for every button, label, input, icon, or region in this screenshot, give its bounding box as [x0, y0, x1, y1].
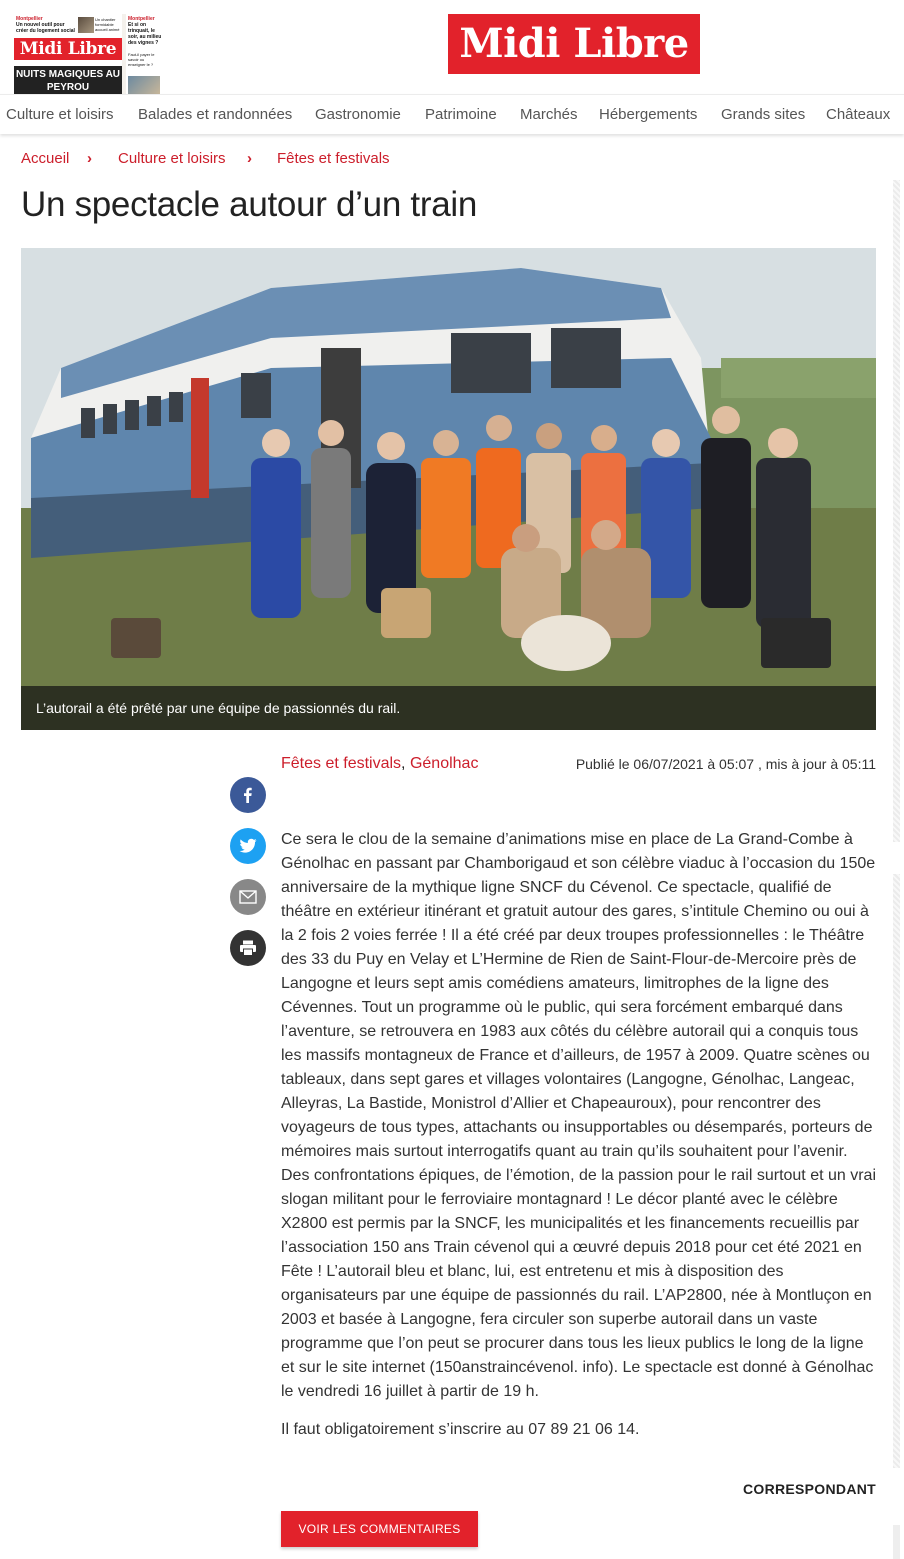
chevron-right-icon: ›	[247, 150, 252, 167]
nav-item-culture-et-loisirs[interactable]: Culture et loisirs	[6, 106, 114, 123]
breadcrumb-fetes-et-festivals[interactable]: Fêtes et festivals	[277, 150, 390, 167]
front-page-thumb-image	[78, 17, 94, 33]
front-page-side-story: Un chantier formidable accueil animé	[95, 17, 120, 32]
nav-item-balades-et-randonnees[interactable]: Balades et randonnées	[138, 106, 293, 123]
mail-icon	[239, 890, 257, 904]
photo-caption: L’autorail a été prêté par une équipe de passionnés du rail.	[36, 700, 401, 716]
main-navigation	[0, 94, 904, 134]
sidebar-ad-placeholder	[893, 1525, 900, 1559]
midi-libre-logo[interactable]: Midi Libre	[448, 14, 700, 74]
front-page-right-story: Montpellier Et si on trinquait, le soir, au milieu des vignes ?	[128, 16, 162, 46]
facebook-share-button[interactable]	[230, 777, 266, 813]
nav-item-chateaux[interactable]: Châteaux	[826, 106, 891, 123]
article-author: CORRESPONDANT	[742, 1481, 876, 1497]
tag-fetes-et-festivals[interactable]: Fêtes et festivals	[281, 755, 402, 772]
article-paragraph: Ce sera le clou de la semaine d’animations mise en place de La Grand-Combe à Génolhac en passant par Chamborigaud et son célèbre viaduc à l’occasion du 150e anniversaire de la mythique ligne SNCF du Cévenol. Ce spectacle, qualifié de théâtre en extérieur itinérant et gratuit autour des gares, s’intitule Chemino ou oui à la 2 fois 2 voies ferrée ! Il a été créé par deux troupes professionnelles : le Théâtre des 33 du Puy en Velay et L’Hermine de Rien de Saint-Flour-de-Mercoire près de Langogne et leurs sept amis comédiens amateurs, limitrophes de la ligne des Cévennes. Tout un programme où le public, qui sera forcément embarqué dans l’aventure, se retrouvera en 1983 aux côtés du célèbre autorail qui a conquis tous les massifs montagneux de France et d’ailleurs, de 1957 à 2009. Quatre scènes ou tableaux, dans sept gares et villages volontaires (Langogne, Génolhac, Langeac, Alleyras, La Bastide, Monistrol d’Allier et Chapeauroux), pour rencontrer des voyageurs de tous types, attachants ou insupportables ou désemparés, porteurs de mémoires mais surtout interrogatifs quant au train qu’ils souhaitent pour l’avenir. Des confrontations épiques, de l’émotion, de la passion pour le rail surtout et un vrai slogan militant pour le ferroviaire montagnard ! Le décor planté avec le célèbre X2800 est permis par la SNCF, les municipalités et les financements recueillis par l’association 150 ans Train cévenol qui a œuvré depuis 2018 pour cet été 2021 en Fête ! L’autorail bleu et blanc, lui, est entretenu et mis à disposition des organisateurs par une équipe de passionnés du rail. L’AP2800, née à Montluçon en 2003 et basée à Langogne, fera circuler son superbe autorail dans un vaste programme que l’on peut se procurer dans tous les lieux publics le long de la ligne et sur le site internet (150anstraincévenol. info). Le spectacle est donné à Génolhac le vendredi 16 juillet à partir de 19 h.	[281, 831, 877, 1400]
site-header	[0, 0, 904, 94]
photo-caption-bar	[21, 686, 876, 730]
nav-item-patrimoine[interactable]: Patrimoine	[425, 106, 497, 123]
print-icon	[239, 940, 257, 956]
print-button[interactable]	[230, 930, 266, 966]
chevron-right-icon: ›	[87, 150, 92, 167]
nav-item-marches[interactable]: Marchés	[520, 106, 578, 123]
front-page-right-image	[128, 76, 160, 94]
article-photo[interactable]	[21, 248, 876, 730]
front-page-right-story-2: Faut-il payer le savoir ou enseigner le ?	[128, 52, 155, 67]
sidebar-ad-placeholder	[893, 874, 900, 1468]
article-paragraph: Il faut obligatoirement s’inscrire au 07 89 21 06 14.	[281, 1421, 640, 1438]
twitter-icon	[239, 838, 257, 854]
publication-date: Publié le 06/07/2021 à 05:07 , mis à jour à 05:11	[575, 756, 876, 772]
article-body	[281, 828, 877, 1456]
nav-item-hebergements[interactable]: Hébergements	[599, 106, 698, 123]
train-photo-illustration	[21, 248, 876, 730]
view-comments-button[interactable]: VOIR LES COMMENTAIRES	[281, 1511, 478, 1547]
front-page-right-column	[126, 14, 162, 94]
tag-genolhac[interactable]: Génolhac	[409, 755, 479, 772]
email-share-button[interactable]	[230, 879, 266, 915]
breadcrumb-culture-et-loisirs[interactable]: Culture et loisirs	[118, 150, 226, 167]
sidebar-ad-placeholder	[893, 180, 900, 842]
twitter-share-button[interactable]	[230, 828, 266, 864]
nav-item-gastronomie[interactable]: Gastronomie	[315, 106, 401, 123]
newspaper-front-page-thumbnail[interactable]	[14, 14, 162, 94]
front-page-headline: NUITS MAGIQUES AU PEYROU	[14, 66, 122, 94]
breadcrumb-home[interactable]: Accueil	[21, 150, 70, 167]
front-page-main-column	[14, 14, 122, 94]
facebook-icon	[240, 787, 256, 803]
article-tags	[281, 752, 478, 776]
front-page-story: Montpellier Un nouvel outil pour créer du logement social	[16, 16, 75, 34]
article-title: Un spectacle autour d’un train	[21, 185, 477, 224]
front-page-logo: Midi Libre	[14, 38, 122, 60]
nav-item-grands-sites[interactable]: Grands sites	[721, 106, 806, 123]
tag-separator: ,	[401, 755, 406, 772]
